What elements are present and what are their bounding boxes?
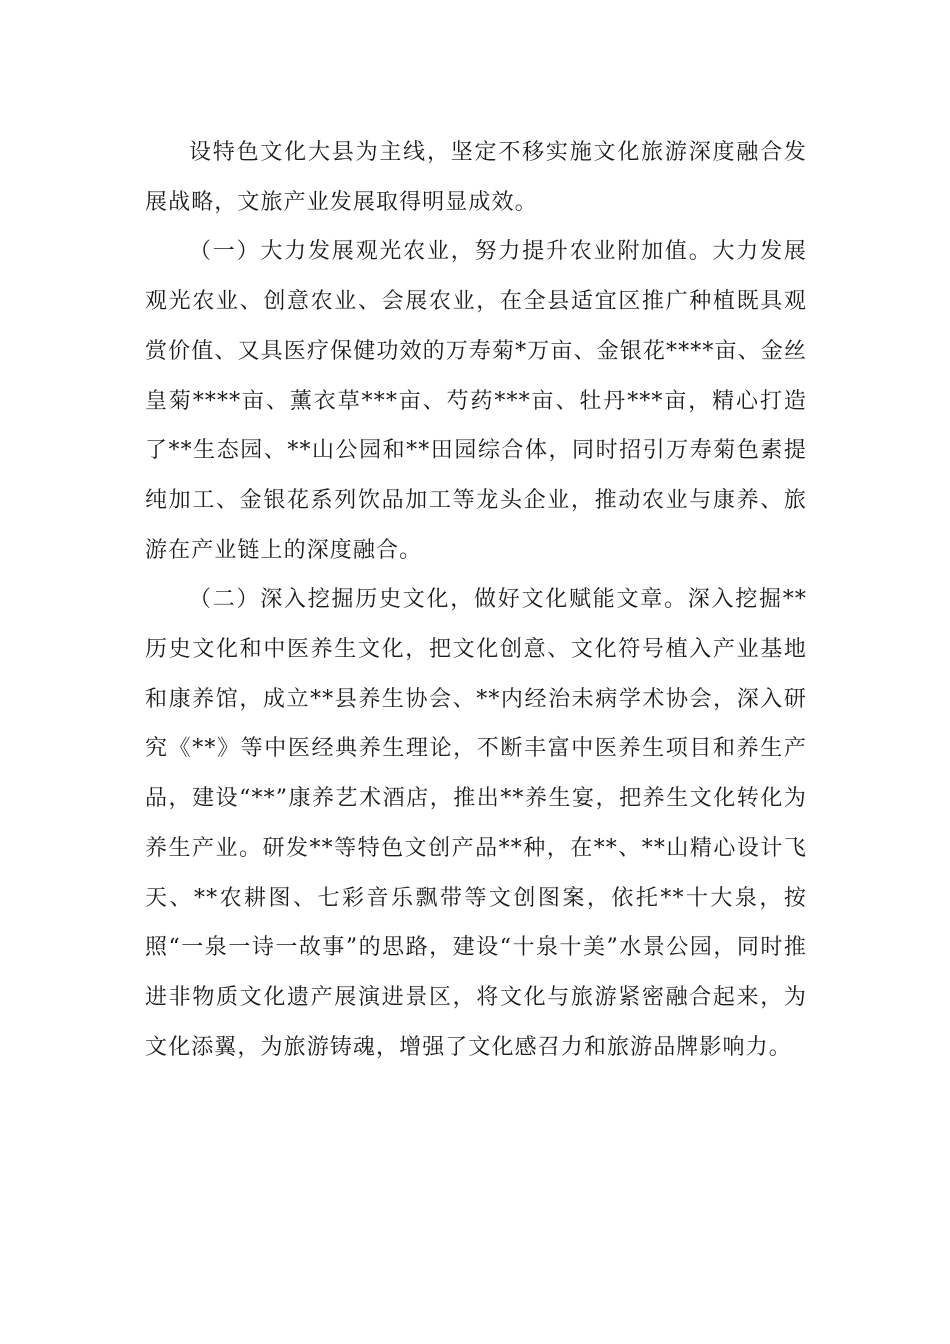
document-body [145, 128, 807, 1072]
paragraph-section-2: （二）深入挖掘历史文化，做好文化赋能文章。深入挖掘**历史文化和中医养生文化，把文化创意、文化符号植入产业基地和康养馆，成立**县养生协会、**内经治未病学术协会，深入研究《**》等中医经典养生理论，不断丰富中医养生项目和养生产品，建设“**”康养艺术酒店，推出**养生宴，把养生文化转化为养生产业。研发**等特色文创产品**种，在**、**山精心设计飞天、**农耕图、七彩音乐飘带等文创图案，依托**十大泉，按照“一泉一诗一故事”的思路，建设“十泉十美”水景公园，同时推进非物质文化遗产展演进景区，将文化与旅游紧密融合起来，为文化添翼，为旅游铸魂，增强了文化感召力和旅游品牌影响力。 [145, 587, 807, 1060]
paragraph-intro: 设特色文化大县为主线，坚定不移实施文化旅游深度融合发展战略，文旅产业发展取得明显成效。 [145, 140, 807, 215]
paragraph-section-1: （一）大力发展观光农业，努力提升农业附加值。大力发展观光农业、创意农业、会展农业，在全县适宜区推广种植既具观赏价值、又具医疗保健功效的万寿菊*万亩、金银花****亩、金丝皇菊****亩、薰衣草***亩、芍药***亩、牡丹***亩，精心打造了**生态园、**山公园和**田园综合体，同时招引万寿菊色素提纯加工、金银花系列饮品加工等龙头企业，推动农业与康养、旅游在产业链上的深度融合。 [145, 239, 807, 563]
